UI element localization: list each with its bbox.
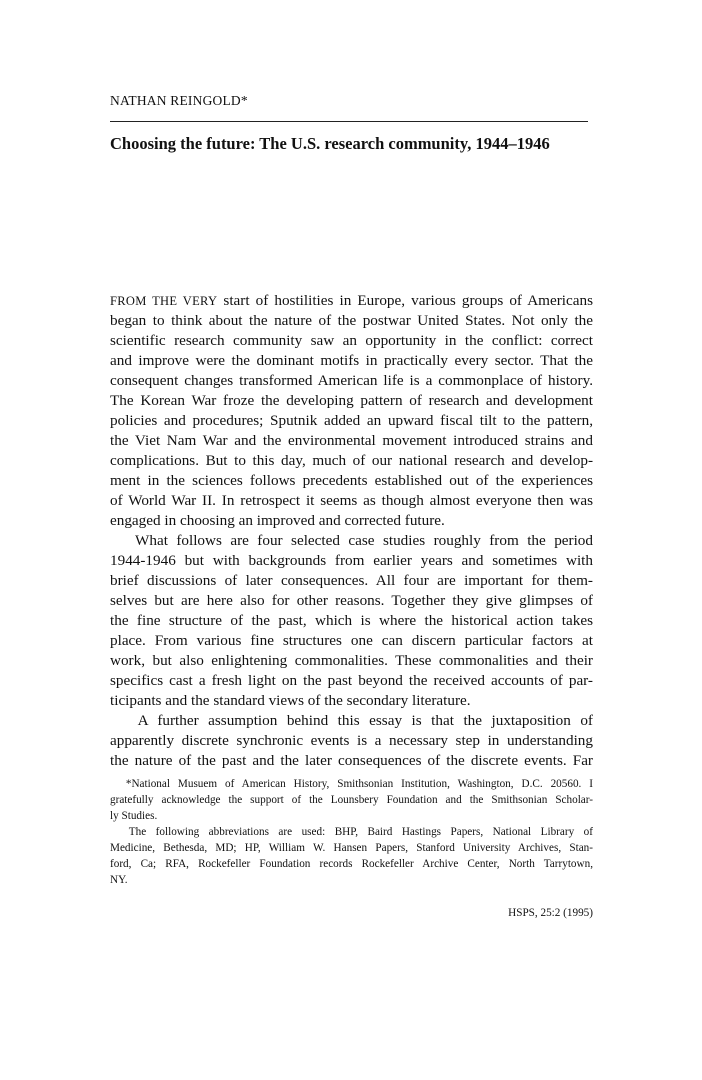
body-line: brief discussions of later consequences. All four are important for them- xyxy=(110,572,593,589)
footnote-line: *National Musuem of American History, Smithsonian Institution, Washington, D.C. 20560. I xyxy=(110,778,593,790)
body-line: began to think about the nature of the postwar United States. Not only the xyxy=(110,312,593,329)
body-line: ticipants and the standard views of the secondary literature. xyxy=(110,692,471,709)
footnote-line: ford, Ca; RFA, Rockefeller Foundation records Rockefeller Archive Center, North Tarrytown, xyxy=(110,858,593,870)
body-line: policies and procedures; Sputnik added an upward fiscal tilt to the pattern, xyxy=(110,412,593,429)
body-line: The Korean War froze the developing pattern of research and development xyxy=(110,392,593,409)
body-line xyxy=(110,291,593,311)
body-line: of World War II. In retrospect it seems as though almost everyone then was xyxy=(110,492,593,509)
body-line: the fine structure of the past, which is where the historical action takes xyxy=(110,612,593,629)
body-line: selves but are here also for other reasons. Together they give glimpses of xyxy=(110,592,593,609)
article-title: Choosing the future: The U.S. research community, 1944–1946 xyxy=(110,134,550,153)
opening-smallcaps: FROM THE VERY xyxy=(110,294,218,308)
body-line: the nature of the past and the later consequences of the discrete events. Far xyxy=(110,752,593,769)
body-line: the Viet Nam War and the environmental movement introduced strains and xyxy=(110,432,593,449)
body-line: apparently discrete synchronic events is a necessary step in understanding xyxy=(110,732,593,749)
body-line: What follows are four selected case studies roughly from the period xyxy=(110,532,593,549)
footnote-line: NY. xyxy=(110,874,128,886)
body-line: work, but also enlightening commonalities. These commonalities and their xyxy=(110,652,593,669)
body-line: A further assumption behind this essay is that the juxtaposition of xyxy=(110,712,593,729)
journal-citation: HSPS, 25:2 (1995) xyxy=(508,907,593,919)
body-line: engaged in choosing an improved and corrected future. xyxy=(110,512,445,529)
author-name: NATHAN REINGOLD* xyxy=(110,93,248,108)
body-line: scientific research community saw an opportunity in the conflict: correct xyxy=(110,332,593,349)
body-line: complications. But to this day, much of our national research and develop- xyxy=(110,452,593,469)
body-line: and improve were the dominant motifs in practically every sector. That the xyxy=(110,352,593,369)
footnote-line: gratefully acknowledge the support of the Lounsbery Foundation and the Smithsonian Scholar- xyxy=(110,794,593,806)
body-line: 1944-1946 but with backgrounds from earlier years and sometimes with xyxy=(110,552,593,569)
body-line: ment in the sciences follows precedents established out of the experiences xyxy=(110,472,593,489)
footnote-line: The following abbreviations are used: BHP, Baird Hastings Papers, National Library of xyxy=(110,826,593,838)
header-rule xyxy=(110,121,588,122)
body-line: place. From various fine structures one can discern particular factors at xyxy=(110,632,593,649)
footnote-line: ly Studies. xyxy=(110,810,158,822)
body-line: specifics cast a fresh light on the past beyond the received accounts of par- xyxy=(110,672,593,689)
opening-rest: start of hostilities in Europe, various groups of Americans xyxy=(217,292,594,309)
footnote-line: Medicine, Bethesda, MD; HP, William W. Hansen Papers, Stanford University Archives, Stan- xyxy=(110,842,593,854)
body-line: consequent changes transformed American life is a commonplace of history. xyxy=(110,372,593,389)
